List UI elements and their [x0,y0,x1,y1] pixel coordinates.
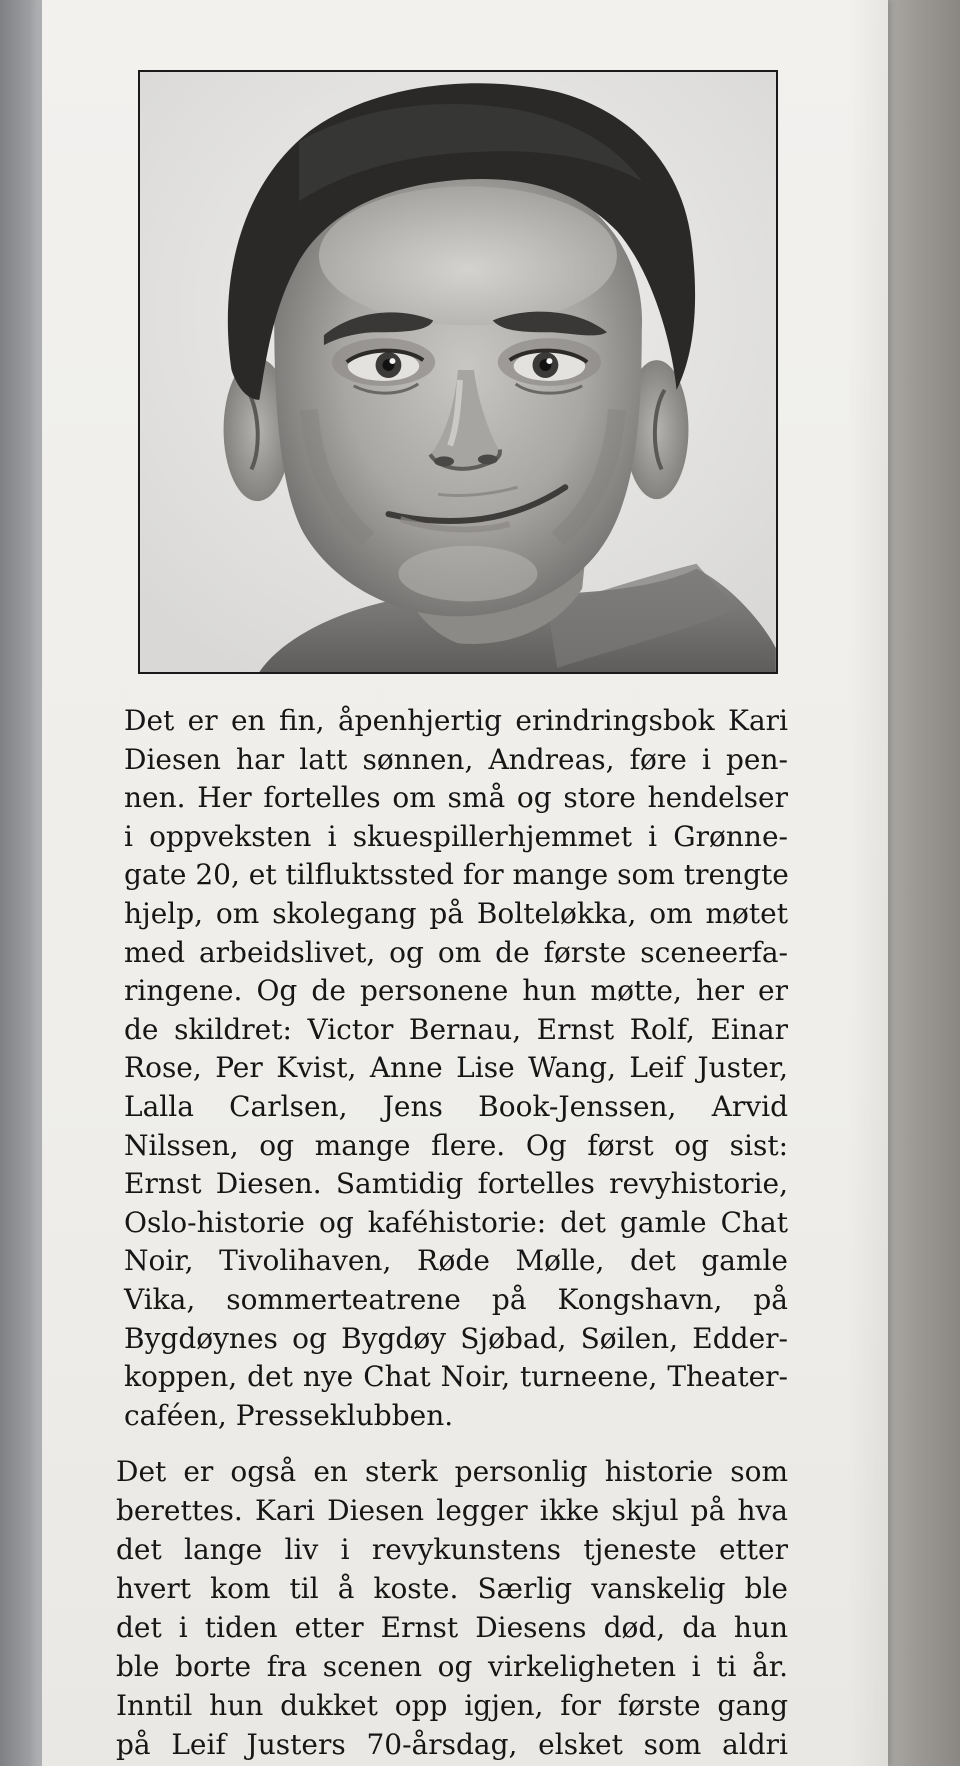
text-line: Nilssen, og mange flere. Og først og sist: [124,1128,788,1162]
text-line: caféen, Presseklubben. [124,1398,454,1432]
flap-paragraph-2 [116,1452,788,1764]
text-line: koppen, det nye Chat Noir, turneene, Theater- [124,1360,788,1394]
text-line: hvert kom til å koste. Særlig vanskelig ble [116,1572,788,1605]
text-line: Lalla Carlsen, Jens Book-Jenssen, Arvid [124,1089,788,1123]
text-line: Vika, sommerteatrene på Kongshavn, på [124,1282,788,1316]
background-left-edge [0,0,42,1766]
text-line: på Leif Justers 70-årsdag, elsket som aldri [116,1728,788,1761]
text-line: det lange liv i revykunstens tjeneste etter [116,1533,788,1566]
portrait-illustration [140,72,776,672]
text-line: de skildret: Victor Bernau, Ernst Rolf, Einar [124,1012,788,1046]
book-jacket-flap [42,0,888,1766]
text-line: berettes. Kari Diesen legger ikke skjul på hva [116,1494,788,1527]
text-line: Rose, Per Kvist, Anne Lise Wang, Leif Juster, [124,1051,788,1085]
text-line: Bygdøynes og Bygdøy Sjøbad, Søilen, Edder- [124,1321,788,1355]
text-line: Oslo-historie og kaféhistorie: det gamle Chat [124,1205,788,1239]
text-line: Det er en fin, åpenhjertig erindringsbok Kari [124,704,788,737]
text-line: ble borte fra scenen og virkeligheten i ti år. [116,1650,788,1683]
author-portrait-photo [138,70,778,674]
text-line: Inntil hun dukket opp igjen, for første gang [116,1689,788,1722]
text-line: Ernst Diesen. Samtidig fortelles revyhistorie, [124,1167,788,1201]
text-line: Diesen har latt sønnen, Andreas, føre i pen- [124,742,788,776]
text-line: ringene. Og de personene hun møtte, her er [124,974,788,1008]
text-line: det i tiden etter Ernst Diesens død, da hun [116,1611,788,1644]
flap-paragraph-1 [124,702,788,1435]
background-right-edge [888,0,960,1766]
text-line: Noir, Tivolihaven, Røde Mølle, det gamle [124,1244,788,1278]
text-line: Det er også en sterk personlig historie som [116,1455,788,1488]
text-line: nen. Her fortelles om små og store hendelser [124,781,788,815]
text-line: i oppveksten i skuespillerhjemmet i Grønne- [124,819,788,853]
text-line: hjelp, om skolegang på Bolteløkka, om møtet [124,896,788,930]
text-line: med arbeidslivet, og om de første sceneerfa- [124,935,788,969]
text-line: gate 20, et tilfluktssted for mange som trengte [124,858,789,892]
